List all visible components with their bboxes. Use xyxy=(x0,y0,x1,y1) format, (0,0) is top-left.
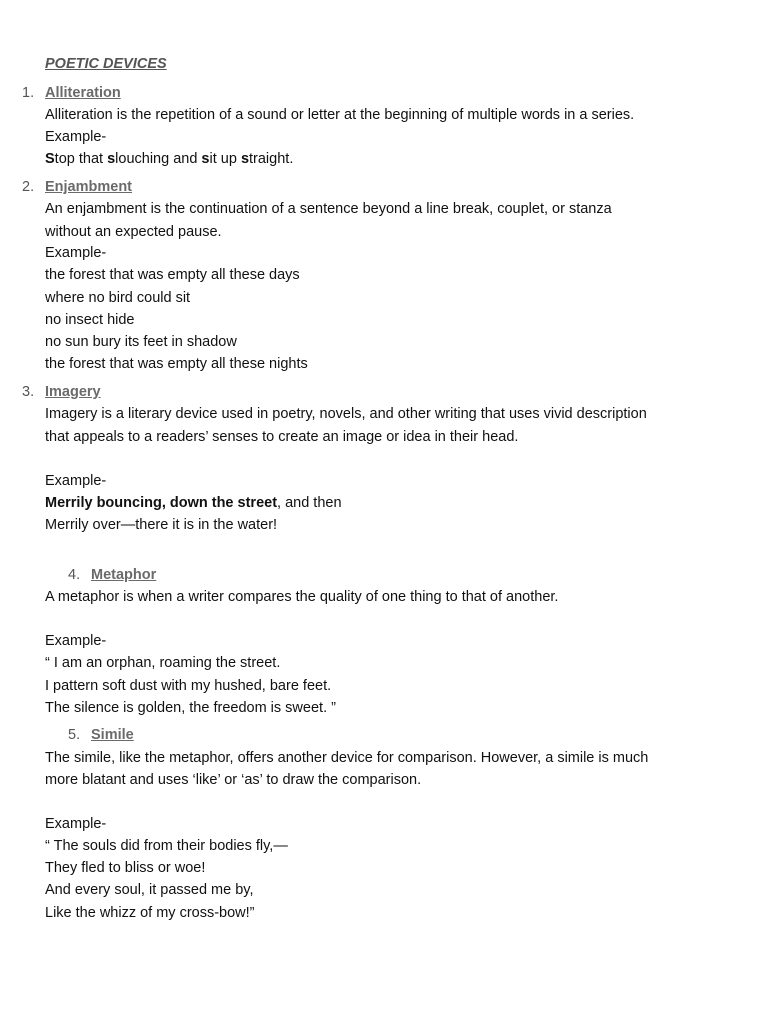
section-definition: The simile, like the metaphor, offers another device for comparison. However, a simile is much xyxy=(45,750,649,766)
list-number: 2. xyxy=(22,179,35,195)
section-definition: Imagery is a literary device used in poetry, novels, and other writing that uses vivid description xyxy=(45,406,647,422)
example-line: “ I am an orphan, roaming the street. xyxy=(45,655,281,671)
example-bold-run: S xyxy=(45,151,55,167)
section-definition: without an expected pause. xyxy=(45,224,222,240)
example-line: Like the whizz of my cross-bow!” xyxy=(45,905,255,921)
example-line: where no bird could sit xyxy=(45,290,191,306)
example-line: And every soul, it passed me by, xyxy=(45,882,254,898)
section-heading-alliteration: Alliteration xyxy=(45,85,121,101)
document-title: POETIC DEVICES xyxy=(45,56,167,72)
list-number: 3. xyxy=(22,384,35,400)
example-label: Example- xyxy=(45,245,107,261)
example-line xyxy=(45,494,342,512)
section-definition: An enjambment is the continuation of a sentence beyond a line break, couplet, or stanza xyxy=(45,201,612,217)
list-number: 1. xyxy=(22,85,35,101)
example-run: louching and xyxy=(115,151,202,167)
example-line xyxy=(45,150,293,168)
example-bold-run: s xyxy=(107,151,116,167)
list-number: 4. xyxy=(68,567,81,583)
section-heading-metaphor: Metaphor xyxy=(91,567,157,583)
section-heading-imagery: Imagery xyxy=(45,384,101,400)
list-number: 5. xyxy=(68,727,81,743)
section-definition: Alliteration is the repetition of a sound or letter at the beginning of multiple words in a series. xyxy=(45,107,635,123)
example-line: The silence is golden, the freedom is sweet. ” xyxy=(45,700,336,716)
example-line: the forest that was empty all these nights xyxy=(45,356,308,372)
example-label: Example- xyxy=(45,129,107,145)
section-definition: that appeals to a readers’ senses to create an image or idea in their head. xyxy=(45,429,519,445)
example-run: , and then xyxy=(277,495,342,511)
example-line: no insect hide xyxy=(45,312,135,328)
example-line: I pattern soft dust with my hushed, bare feet. xyxy=(45,678,332,694)
example-line: no sun bury its feet in shadow xyxy=(45,334,237,350)
section-heading-simile: Simile xyxy=(91,727,134,743)
example-bold-run: s xyxy=(240,151,250,167)
section-definition: more blatant and uses ‘like’ or ‘as’ to draw the comparison. xyxy=(45,772,422,788)
example-bold-run: s xyxy=(201,151,210,167)
example-run: traight. xyxy=(249,151,294,167)
example-line: the forest that was empty all these days xyxy=(45,267,300,283)
section-heading-enjambment: Enjambment xyxy=(45,179,133,195)
section-definition: A metaphor is when a writer compares the quality of one thing to that of another. xyxy=(45,589,559,605)
example-bold-run: Merrily bouncing, down the street xyxy=(45,495,278,511)
example-run: it up xyxy=(209,151,241,167)
example-line: “ The souls did from their bodies fly,— xyxy=(45,838,288,854)
example-label: Example- xyxy=(45,633,107,649)
example-run: top that xyxy=(54,151,108,167)
example-line: Merrily over—there it is in the water! xyxy=(45,517,278,533)
example-line: They fled to bliss or woe! xyxy=(45,860,206,876)
example-label: Example- xyxy=(45,473,107,489)
example-label: Example- xyxy=(45,816,107,832)
